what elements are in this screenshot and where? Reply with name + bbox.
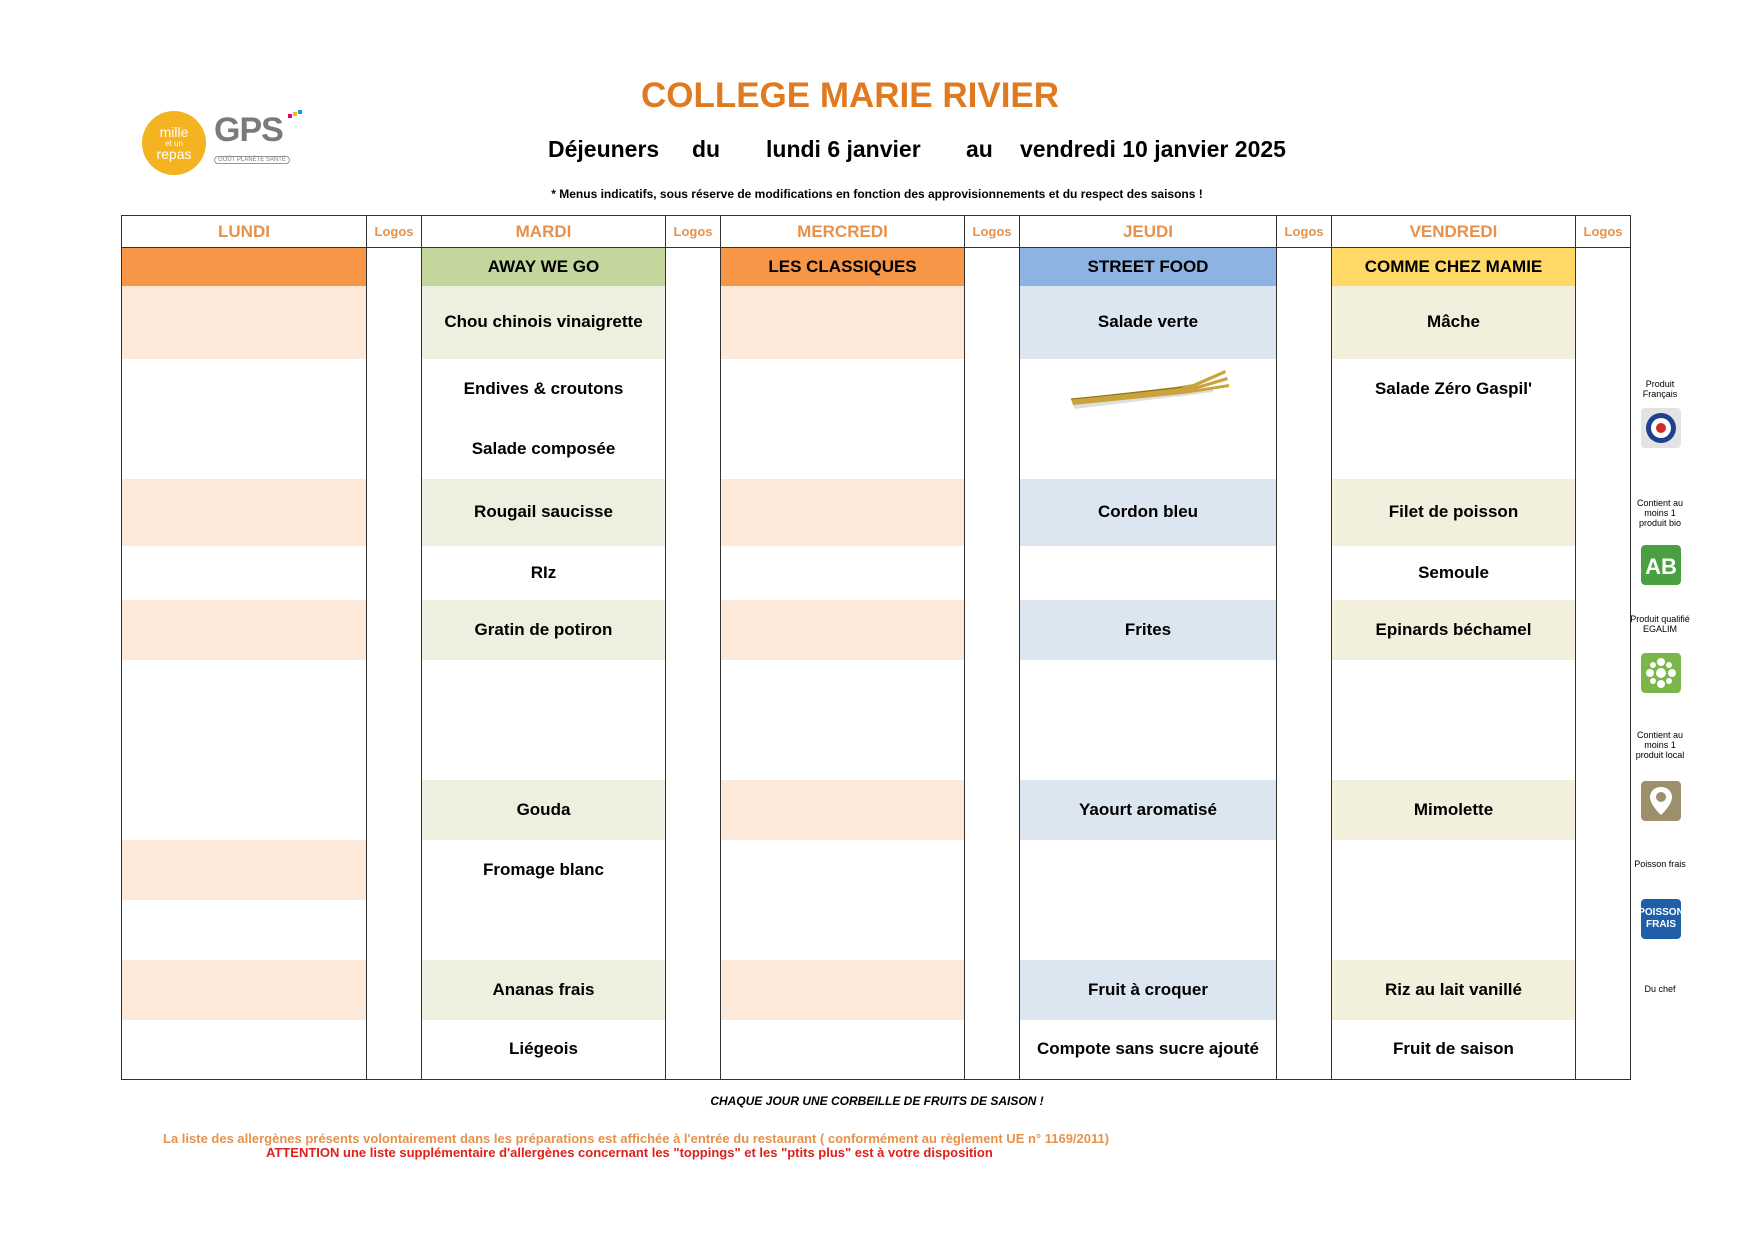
menu-item: Epinards béchamel: [1332, 600, 1576, 660]
menu-cell: [721, 546, 965, 600]
logo-cell: [965, 286, 1020, 359]
logo-cell: [1576, 660, 1631, 780]
logo-cell: [1576, 359, 1631, 419]
logo-cell: [666, 1020, 721, 1080]
theme-mardi: AWAY WE GO: [422, 248, 666, 286]
fork-cell: [1020, 359, 1277, 479]
allergen-warning: ATTENTION une liste supplémentaire d'allergènes concernant les "toppings" et les "ptits plus" est à votre disposition: [266, 1145, 993, 1160]
menu-cell: [1020, 840, 1277, 900]
menu-item: Ananas frais: [422, 960, 666, 1020]
logo-cell: [1277, 248, 1332, 286]
menu-item: Gratin de potiron: [422, 600, 666, 660]
du-label: du: [692, 136, 721, 162]
logo-cell: [367, 1020, 422, 1080]
menu-disclaimer: * Menus indicatifs, sous réserve de modifications en fonction des approvisionnements et du respect des saisons !: [551, 187, 1203, 201]
gps-color-mark: [288, 110, 304, 120]
row-fromage1: [122, 780, 1631, 840]
menu-item: Compote sans sucre ajouté: [1020, 1020, 1277, 1080]
agriculture-bio-icon: [1641, 545, 1681, 585]
logo-cell: [1576, 900, 1631, 960]
logo-cell: [1277, 479, 1332, 546]
logo-cell: [666, 248, 721, 286]
logo-cell: [367, 419, 422, 479]
logo-cell: [1277, 286, 1332, 359]
logo-cell: [666, 840, 721, 900]
menu-cell: [122, 1020, 367, 1080]
gps-title: GPS: [214, 111, 283, 149]
row-gap: [122, 660, 1631, 780]
dejeuners-label: Déjeuners: [548, 136, 660, 162]
row-entree1: [122, 286, 1631, 359]
menu-cell: [122, 600, 367, 660]
menu-cell: [721, 359, 965, 419]
logo-cell: [1576, 780, 1631, 840]
logo-cell: [1576, 419, 1631, 479]
logo-cell: [1576, 286, 1631, 359]
menu-item: Chou chinois vinaigrette: [422, 286, 666, 359]
col-lundi: LUNDI: [122, 216, 367, 248]
menu-item: Salade verte: [1020, 286, 1277, 359]
logo-cell: [666, 286, 721, 359]
logo-cell: [666, 660, 721, 780]
theme-lundi: [122, 248, 367, 286]
menu-cell: [721, 419, 965, 479]
legend-label-poisson: Poisson frais: [1634, 859, 1686, 869]
golden-fork-icon: [1063, 365, 1233, 415]
menu-cell: [721, 600, 965, 660]
logo-cell: [1277, 840, 1332, 900]
menu-cell: [721, 286, 965, 359]
menu-item: Semoule: [1332, 546, 1576, 600]
end-date: vendredi 10 janvier 2025: [1020, 136, 1286, 162]
menu-cell: [122, 546, 367, 600]
logo-cell: [1576, 840, 1631, 900]
logo-cell: [666, 780, 721, 840]
menu-cell: [122, 960, 367, 1020]
logo-cell: [1576, 960, 1631, 1020]
theme-row: [122, 248, 1631, 286]
logo-cell: [1277, 419, 1332, 479]
theme-vendredi: COMME CHEZ MAMIE: [1332, 248, 1576, 286]
logo-cell: [367, 660, 422, 780]
legend-label-local: Contient au moins 1 produit local: [1635, 730, 1685, 760]
logo-cell: [1576, 248, 1631, 286]
menu-cell: [721, 840, 965, 900]
menu-cell: [422, 900, 666, 960]
logo-cell: [367, 479, 422, 546]
menu-item: Rougail saucisse: [422, 479, 666, 546]
menu-cell: [122, 479, 367, 546]
produit-local-icon: [1641, 781, 1681, 821]
menu-cell: [721, 660, 965, 780]
logo-cell: [1277, 359, 1332, 419]
logo-cell: [1576, 546, 1631, 600]
logo-cell: [367, 248, 422, 286]
menu-item: Frites: [1020, 600, 1277, 660]
logo-cell: [367, 286, 422, 359]
legend-label-chef: Du chef: [1644, 984, 1676, 994]
menu-cell: [721, 900, 965, 960]
logo-cell: [965, 479, 1020, 546]
menu-item: Salade composée: [422, 419, 666, 479]
logo-cell: [1277, 780, 1332, 840]
row-gap2: [122, 900, 1631, 960]
logo-cell: [965, 1020, 1020, 1080]
col-logos: Logos: [1576, 216, 1631, 248]
logo-cell: [1576, 1020, 1631, 1080]
logo-cell: [666, 546, 721, 600]
col-jeudi: JEUDI: [1020, 216, 1277, 248]
menu-cell: [122, 900, 367, 960]
logo-cell: [965, 660, 1020, 780]
fruits-notice: CHAQUE JOUR UNE CORBEILLE DE FRUITS DE SAISON !: [710, 1094, 1044, 1108]
logo-cell: [965, 248, 1020, 286]
menu-item: Fruit à croquer: [1020, 960, 1277, 1020]
au-label: au: [966, 136, 993, 162]
logo-text: mille: [159, 123, 189, 140]
menu-item: Liégeois: [422, 1020, 666, 1080]
weekly-menu-table: [121, 215, 1631, 1080]
menu-cell: [1332, 660, 1576, 780]
menu-cell: [1020, 546, 1277, 600]
menu-cell: [122, 840, 367, 900]
menu-item: RIz: [422, 546, 666, 600]
logo-cell: [666, 359, 721, 419]
menu-cell: [1332, 900, 1576, 960]
menu-cell: [1332, 419, 1576, 479]
menu-item: Endives & croutons: [422, 359, 666, 419]
logo-cell: [1277, 1020, 1332, 1080]
logo-text: repas: [156, 145, 192, 162]
logo-cell: [666, 900, 721, 960]
logo-cell: [965, 419, 1020, 479]
menu-cell: [122, 419, 367, 479]
theme-jeudi: STREET FOOD: [1020, 248, 1277, 286]
logo-cell: [367, 840, 422, 900]
logo-cell: [666, 600, 721, 660]
menu-cell: [1332, 840, 1576, 900]
row-entree3: [122, 419, 1631, 479]
logo-cell: [965, 780, 1020, 840]
menu-cell: [721, 1020, 965, 1080]
row-entree2: [122, 359, 1631, 419]
page-title: COLLEGE MARIE RIVIER: [640, 76, 1060, 115]
logo-cell: [367, 359, 422, 419]
logo-cell: [1576, 600, 1631, 660]
col-mercredi: MERCREDI: [721, 216, 965, 248]
menu-cell: [721, 780, 965, 840]
menu-cell: [122, 286, 367, 359]
row-plat: [122, 479, 1631, 546]
logo-cell: [1277, 546, 1332, 600]
poisson-frais-icon: POISSON FRAIS: [1641, 899, 1681, 939]
logo-cell: [965, 900, 1020, 960]
menu-item: Fromage blanc: [422, 840, 666, 900]
logo-cell: [367, 900, 422, 960]
menu-cell: [721, 479, 965, 546]
logo-cell: [367, 960, 422, 1020]
col-logos: Logos: [965, 216, 1020, 248]
logo-cell: [1576, 479, 1631, 546]
logo-cell: [965, 960, 1020, 1020]
logo-cell: [965, 840, 1020, 900]
menu-item: Cordon bleu: [1020, 479, 1277, 546]
logo-cell: [965, 359, 1020, 419]
logo-cell: [1277, 660, 1332, 780]
menu-item: Yaourt aromatisé: [1020, 780, 1277, 840]
menu-item: Mâche: [1332, 286, 1576, 359]
menu-cell: [122, 780, 367, 840]
col-vendredi: VENDREDI: [1332, 216, 1576, 248]
menu-cell: [422, 660, 666, 780]
logo-cell: [666, 960, 721, 1020]
menu-cell: [122, 660, 367, 780]
col-logos: Logos: [666, 216, 721, 248]
start-date: lundi 6 janvier: [766, 136, 921, 162]
produit-francais-icon: [1641, 408, 1681, 448]
logo-cell: [965, 600, 1020, 660]
menu-item: Salade Zéro Gaspil': [1332, 359, 1576, 419]
col-logos: Logos: [367, 216, 422, 248]
menu-cell: [721, 960, 965, 1020]
theme-mercredi: LES CLASSIQUES: [721, 248, 965, 286]
row-dessert2: [122, 1020, 1631, 1080]
logo-cell: [666, 479, 721, 546]
logo-cell: [1277, 900, 1332, 960]
logo-cell: [367, 546, 422, 600]
logo-cell: [367, 780, 422, 840]
row-accompagnement2: [122, 600, 1631, 660]
logo-text: et un: [165, 138, 183, 148]
menu-cell: [1020, 900, 1277, 960]
menu-item: Riz au lait vanillé: [1332, 960, 1576, 1020]
svg-text:AB: AB: [1645, 554, 1677, 579]
legend-label-egalim: Produit qualifié EGALIM: [1630, 614, 1690, 634]
menu-item: Filet de poisson: [1332, 479, 1576, 546]
menu-cell: [122, 359, 367, 419]
mille-et-un-repas-logo: [142, 111, 206, 175]
logo-cell: [1277, 960, 1332, 1020]
row-dessert1: [122, 960, 1631, 1020]
logo-cell: [666, 419, 721, 479]
gps-subtitle: GOÛT PLANÈTE SANTÉ: [214, 156, 290, 164]
logo-cell: [1277, 600, 1332, 660]
col-logos: Logos: [1277, 216, 1332, 248]
menu-item: Gouda: [422, 780, 666, 840]
logo-cell: [965, 546, 1020, 600]
row-accompagnement1: [122, 546, 1631, 600]
row-fromage2: [122, 840, 1631, 900]
legend-label-francais: Produit Français: [1642, 379, 1678, 399]
menu-item: Mimolette: [1332, 780, 1576, 840]
day-header-row: [122, 216, 1631, 248]
menu-cell: [1020, 660, 1277, 780]
logo-cell: [367, 600, 422, 660]
egalim-icon: [1641, 653, 1681, 693]
legend-label-bio: Contient au moins 1 produit bio: [1636, 498, 1684, 528]
gps-logo: [214, 112, 306, 170]
menu-item: Fruit de saison: [1332, 1020, 1576, 1080]
allergen-notice: La liste des allergènes présents volontairement dans les préparations est affichée à l'entrée du restaurant ( conformément au règlement UE n° 1169/2011): [163, 1131, 1110, 1146]
col-mardi: MARDI: [422, 216, 666, 248]
